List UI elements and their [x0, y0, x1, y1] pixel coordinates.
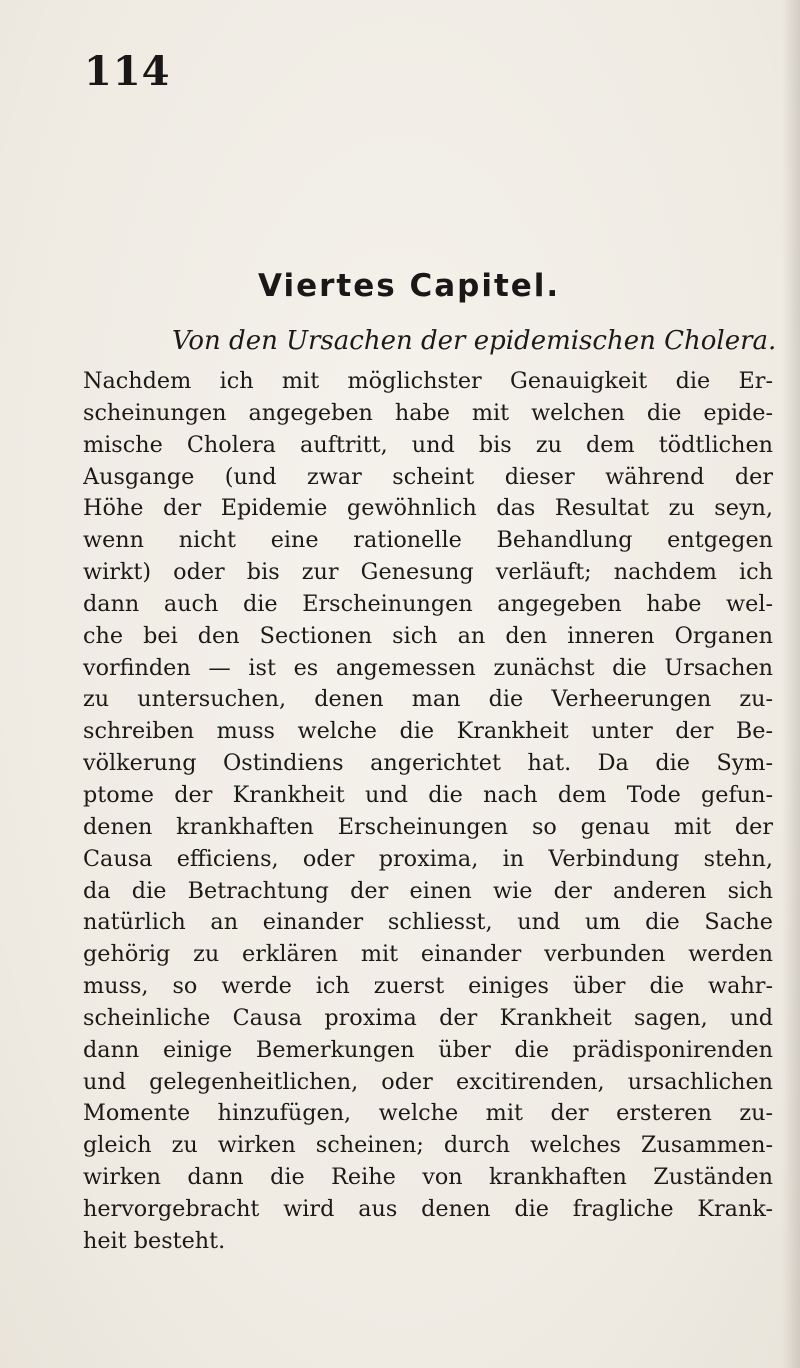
text-line: che bei den Sectionen sich an den inneren Organen: [83, 622, 773, 649]
page-number: 114: [84, 48, 171, 95]
text-line: natürlich an einander schliesst, und um die Sache: [83, 909, 773, 936]
text-line: da die Betrachtung der einen wie der anderen sich: [83, 877, 773, 904]
text-line: heit besteht.: [83, 1227, 226, 1254]
text-line: und gelegenheitlichen, oder excitirenden, ursachlichen: [83, 1068, 773, 1095]
page-edge-shadow: [782, 0, 800, 1368]
chapter-title: Viertes Capitel.: [258, 268, 561, 304]
text-line: denen krankhaften Erscheinungen so genau mit der: [83, 813, 773, 840]
text-line: Momente hinzufügen, welche mit der ersteren zu-: [83, 1100, 773, 1127]
text-line: mische Cholera auftritt, und bis zu dem tödtlichen: [83, 431, 773, 458]
text-line: scheinliche Causa proxima der Krankheit sagen, und: [83, 1004, 773, 1031]
text-line: dann auch die Erscheinungen angegeben habe wel-: [83, 590, 773, 617]
chapter-subtitle: Von den Ursachen der epidemischen Cholera.: [172, 326, 777, 356]
text-line: wirken dann die Reihe von krankhaften Zuständen: [83, 1164, 773, 1191]
text-line: wirkt) oder bis zur Genesung verläuft; nachdem ich: [83, 559, 773, 586]
text-line: Causa efficiens, oder proxima, in Verbindung stehn,: [83, 845, 773, 872]
text-line: ptome der Krankheit und die nach dem Tode gefun-: [83, 781, 773, 808]
text-line: vorfinden — ist es angemessen zunächst die Ursachen: [83, 654, 773, 681]
text-line: hervorgebracht wird aus denen die fragliche Krank-: [83, 1195, 773, 1222]
text-line: gleich zu wirken scheinen; durch welches Zusammen-: [83, 1132, 773, 1159]
text-line: scheinungen angegeben habe mit welchen die epide-: [83, 399, 773, 426]
text-line: zu untersuchen, denen man die Verheerungen zu-: [83, 686, 773, 713]
text-line: wenn nicht eine rationelle Behandlung entgegen: [83, 527, 773, 554]
text-line: Ausgange (und zwar scheint dieser während der: [83, 463, 773, 490]
text-line: Höhe der Epidemie gewöhnlich das Resultat zu seyn,: [83, 495, 773, 522]
text-line: völkerung Ostindiens angerichtet hat. Da die Sym-: [83, 750, 773, 777]
body-paragraph: [83, 366, 773, 1258]
text-line: muss, so werde ich zuerst einiges über die wahr-: [83, 973, 773, 1000]
text-line: schreiben muss welche die Krankheit unter der Be-: [83, 718, 773, 745]
text-line: dann einige Bemerkungen über die prädisponirenden: [83, 1036, 773, 1063]
text-line: gehörig zu erklären mit einander verbunden werden: [83, 941, 773, 968]
text-line: Nachdem ich mit möglichster Genauigkeit die Er-: [83, 368, 773, 394]
